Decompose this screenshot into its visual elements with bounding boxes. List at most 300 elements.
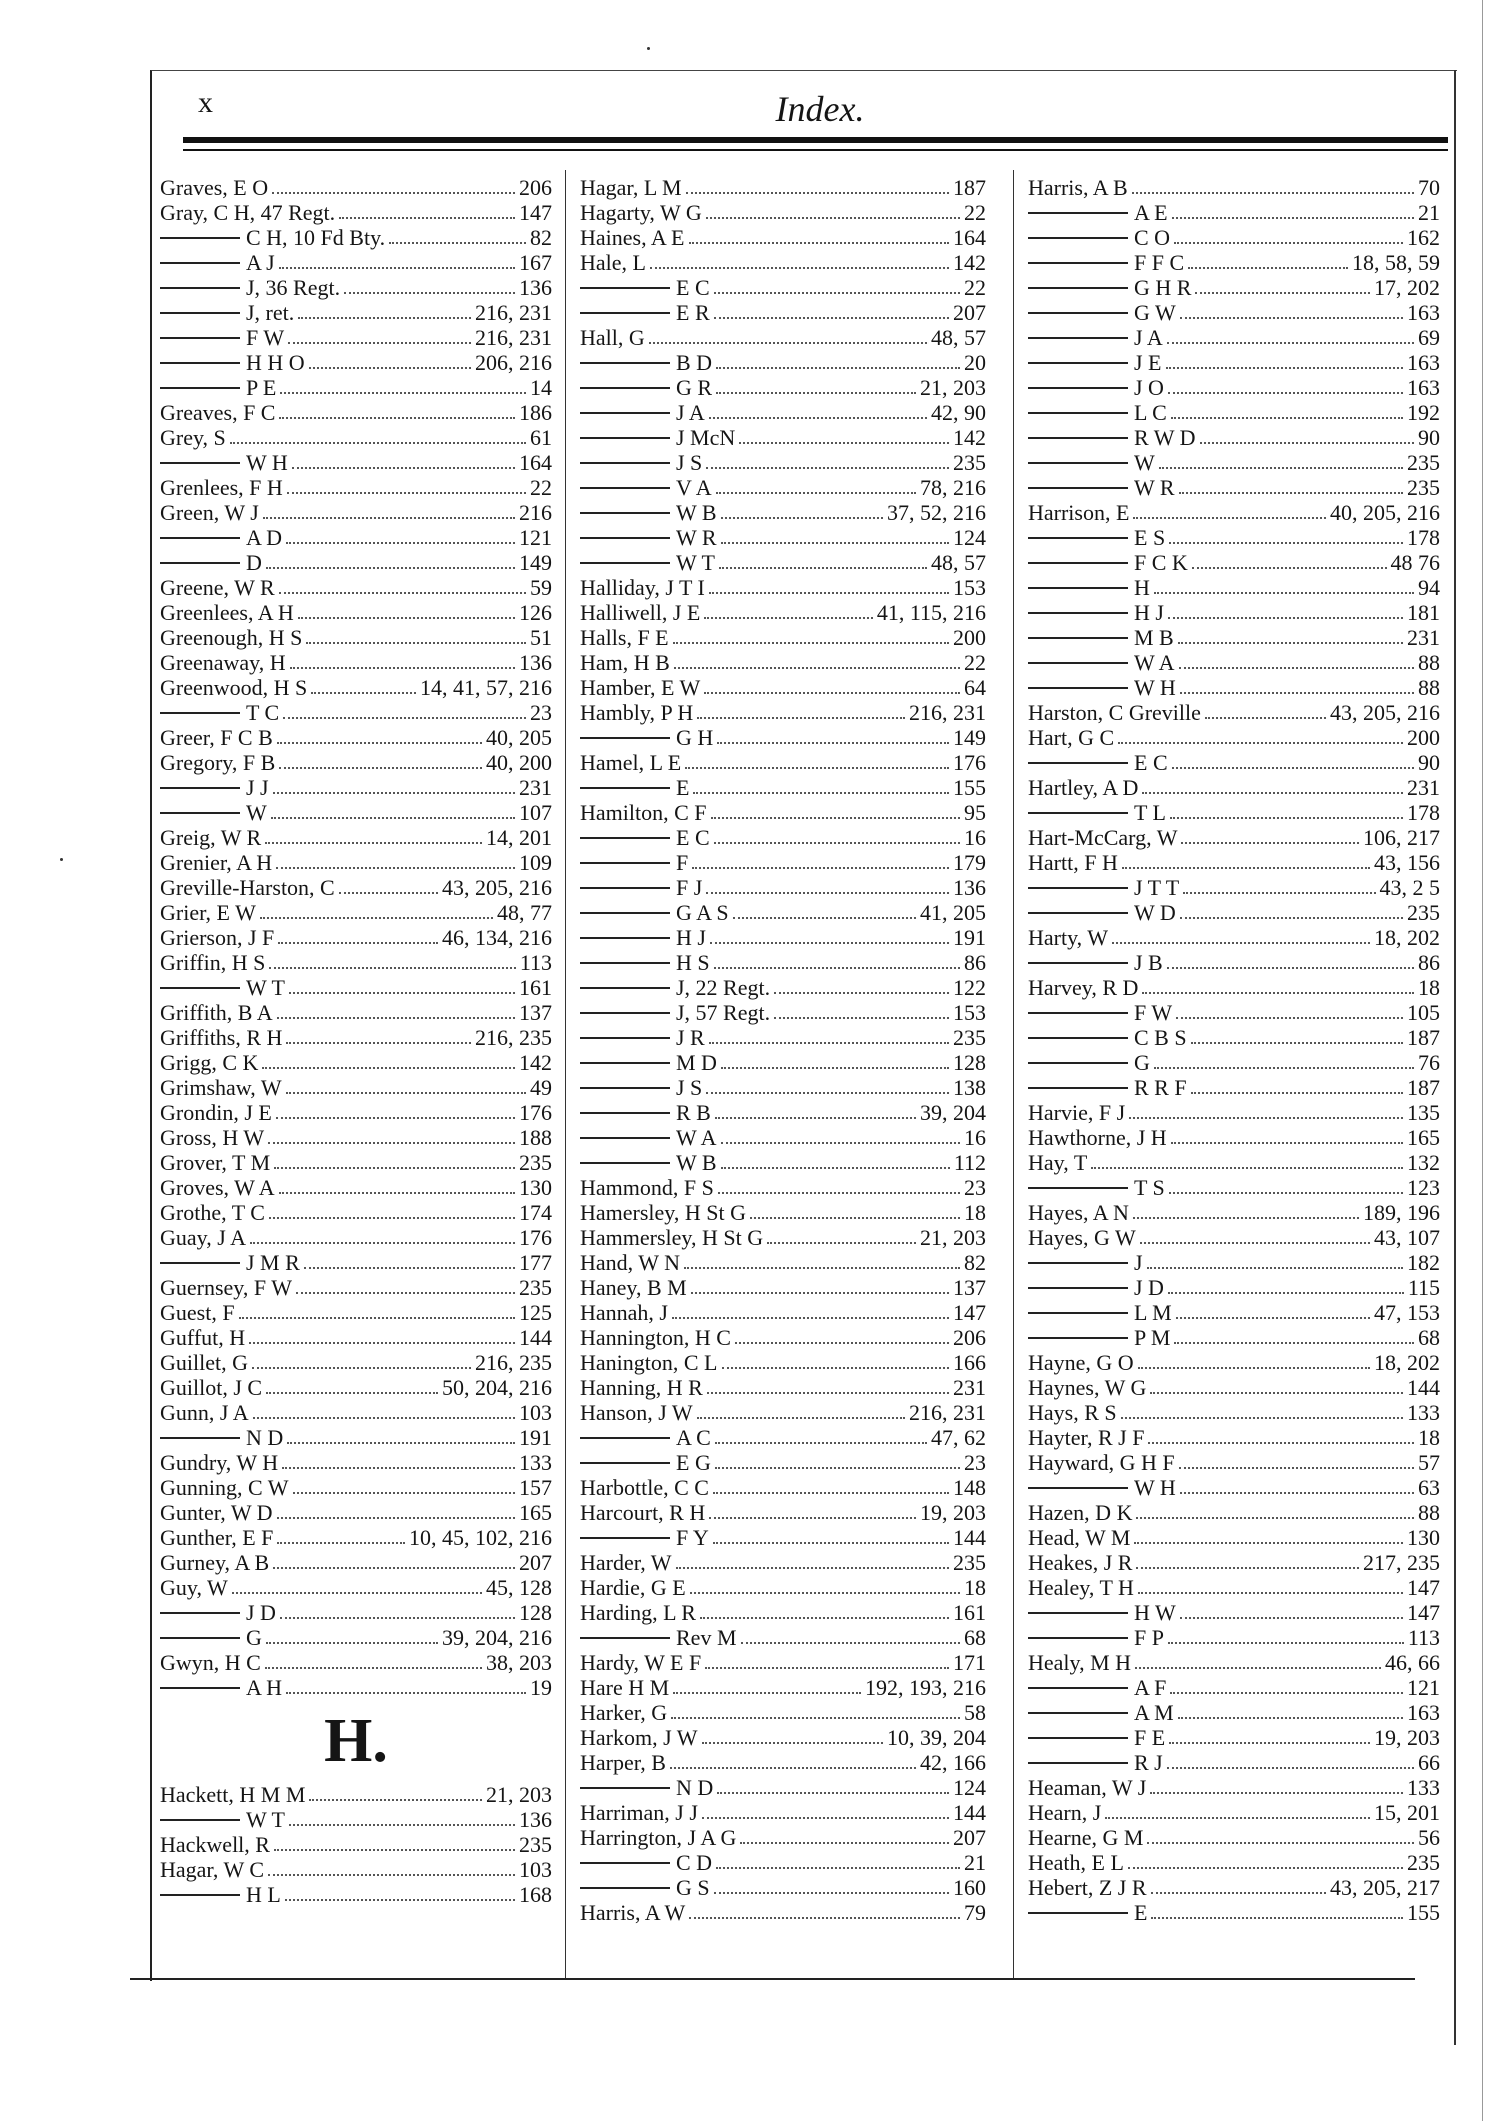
index-entry xyxy=(160,1650,552,1675)
ditto-dash xyxy=(1028,887,1128,889)
entry-pages: 142 xyxy=(953,250,986,275)
entry-pages: 121 xyxy=(519,525,552,550)
index-entry xyxy=(1028,1375,1440,1400)
entry-pages: 124 xyxy=(953,525,986,550)
index-subentry xyxy=(160,800,552,825)
entry-name: Greenlees, A H xyxy=(160,600,294,625)
entry-name: Hambly, P H xyxy=(580,700,694,725)
ditto-dash xyxy=(1028,362,1128,364)
index-entry xyxy=(1028,1500,1440,1525)
dot-leader xyxy=(1105,1817,1370,1819)
entry-pages: 160 xyxy=(953,1875,986,1900)
index-subentry xyxy=(160,1675,552,1700)
dot-leader xyxy=(279,267,515,269)
entry-name: E C xyxy=(676,825,710,850)
entry-name: G H R xyxy=(1134,275,1192,300)
entry-pages: 21, 203 xyxy=(920,1225,986,1250)
entry-name: F P xyxy=(1134,1625,1164,1650)
entry-name: Grey, S xyxy=(160,425,226,450)
ditto-dash xyxy=(580,487,670,489)
entry-name: W T xyxy=(246,1807,285,1832)
index-entry xyxy=(1028,1125,1440,1150)
dot-leader xyxy=(309,367,471,369)
dot-leader xyxy=(1169,1192,1403,1194)
dot-leader xyxy=(1171,1142,1403,1144)
entry-pages: 153 xyxy=(953,575,986,600)
ditto-dash xyxy=(1028,387,1128,389)
entry-pages: 191 xyxy=(953,925,986,950)
index-entry xyxy=(160,750,552,775)
index-entry xyxy=(160,1475,552,1500)
ditto-dash xyxy=(580,1012,670,1014)
entry-name: Hale, L xyxy=(580,250,646,275)
entry-name: Gunther, E F xyxy=(160,1525,274,1550)
entry-name: A D xyxy=(246,525,283,550)
entry-name: J D xyxy=(1134,1275,1164,1300)
index-subentry xyxy=(1028,425,1440,450)
entry-name: A E xyxy=(1134,200,1168,225)
entry-pages: 153 xyxy=(953,1000,986,1025)
index-subentry xyxy=(1028,275,1440,300)
entry-name: W xyxy=(246,800,267,825)
entry-pages: 10, 39, 204 xyxy=(887,1725,986,1750)
entry-pages: 20 xyxy=(964,350,986,375)
ditto-dash xyxy=(160,1819,240,1821)
index-subentry xyxy=(1028,250,1440,275)
dot-leader xyxy=(705,1667,949,1669)
entry-pages: 216, 231 xyxy=(909,1400,986,1425)
index-entry xyxy=(580,1375,986,1400)
entry-name: Hay, T xyxy=(1028,1150,1088,1175)
entry-name: Halliwell, J E xyxy=(580,600,701,625)
index-entry xyxy=(580,1700,986,1725)
entry-pages: 163 xyxy=(1407,350,1440,375)
index-subentry xyxy=(580,1775,986,1800)
ditto-dash xyxy=(1028,1487,1128,1489)
entry-pages: 235 xyxy=(1407,475,1440,500)
scan-edge xyxy=(1482,0,1483,2121)
ditto-dash xyxy=(1028,487,1128,489)
index-subentry xyxy=(580,825,986,850)
ditto-dash xyxy=(160,1687,240,1689)
entry-name: Greene, W R xyxy=(160,575,275,600)
entry-pages: 207 xyxy=(953,300,986,325)
index-entry xyxy=(160,1400,552,1425)
index-entry xyxy=(160,675,552,700)
entry-name: Harty, W xyxy=(1028,925,1109,950)
speck xyxy=(60,858,63,861)
entry-name: Hannington, H C xyxy=(580,1325,731,1350)
dot-leader xyxy=(1167,967,1414,969)
entry-name: Hackett, H M M xyxy=(160,1782,306,1807)
dot-leader xyxy=(311,692,416,694)
index-entry xyxy=(580,225,986,250)
entry-name: J O xyxy=(1134,375,1164,400)
entry-pages: 43, 205, 217 xyxy=(1330,1875,1440,1900)
entry-name: W B xyxy=(676,1150,717,1175)
entry-pages: 88 xyxy=(1418,1500,1440,1525)
entry-pages: 113 xyxy=(1407,1625,1440,1650)
entry-name: G W xyxy=(1134,300,1176,325)
entry-name: E S xyxy=(1134,525,1166,550)
entry-name: W T xyxy=(676,550,715,575)
ditto-dash xyxy=(160,787,240,789)
dot-leader xyxy=(1168,392,1403,394)
entry-pages: 231 xyxy=(1407,625,1440,650)
entry-name: Greer, F C B xyxy=(160,725,273,750)
entry-name: Hagar, L M xyxy=(580,175,682,200)
dot-leader xyxy=(274,1167,515,1169)
dot-leader xyxy=(1138,1592,1403,1594)
ditto-dash xyxy=(1028,587,1128,589)
dot-leader xyxy=(252,1367,471,1369)
entry-pages: 216, 231 xyxy=(475,300,552,325)
dot-leader xyxy=(1128,1867,1403,1869)
dot-leader xyxy=(716,1867,960,1869)
entry-pages: 163 xyxy=(1407,1700,1440,1725)
entry-pages: 207 xyxy=(953,1825,986,1850)
dot-leader xyxy=(1205,717,1326,719)
index-subentry xyxy=(160,450,552,475)
entry-pages: 216, 231 xyxy=(909,700,986,725)
index-entry xyxy=(580,175,986,200)
ditto-dash xyxy=(1028,1012,1128,1014)
entry-pages: 103 xyxy=(519,1400,552,1425)
entry-name: Guy, W xyxy=(160,1575,228,1600)
ditto-dash xyxy=(580,887,670,889)
entry-name: E xyxy=(1134,1900,1148,1925)
index-entry xyxy=(160,1025,552,1050)
entry-pages: 43, 205, 216 xyxy=(442,875,552,900)
ditto-dash xyxy=(580,912,670,914)
entry-pages: 39, 204 xyxy=(920,1100,986,1125)
index-entry xyxy=(160,1550,552,1575)
ditto-dash xyxy=(160,712,240,714)
entry-name: T L xyxy=(1134,800,1166,825)
index-entry xyxy=(160,1200,552,1225)
ditto-dash xyxy=(580,1537,670,1539)
dot-leader xyxy=(1150,1792,1403,1794)
dot-leader xyxy=(279,767,482,769)
entry-pages: 23 xyxy=(530,700,552,725)
ditto-dash xyxy=(1028,1312,1128,1314)
dot-leader xyxy=(277,1017,515,1019)
index-entry xyxy=(1028,1450,1440,1475)
entry-name: R J xyxy=(1134,1750,1163,1775)
ditto-dash xyxy=(1028,287,1128,289)
dot-leader xyxy=(739,442,949,444)
index-column-2 xyxy=(580,175,986,1925)
dot-leader xyxy=(714,842,960,844)
entry-name: Green, W J xyxy=(160,500,259,525)
index-entry xyxy=(160,1100,552,1125)
entry-pages: 147 xyxy=(1407,1575,1440,1600)
entry-pages: 157 xyxy=(519,1475,552,1500)
entry-name: L M xyxy=(1134,1300,1172,1325)
dot-leader xyxy=(715,1117,916,1119)
index-subentry xyxy=(160,775,552,800)
index-subentry xyxy=(1028,450,1440,475)
entry-name: J, 36 Regt. xyxy=(246,275,341,300)
index-subentry xyxy=(160,325,552,350)
entry-name: Hall, G xyxy=(580,325,645,350)
index-subentry xyxy=(580,775,986,800)
entry-name: H W xyxy=(1134,1600,1176,1625)
index-subentry xyxy=(1028,350,1440,375)
index-entry xyxy=(1028,925,1440,950)
index-entry xyxy=(580,1900,986,1925)
index-entry xyxy=(580,1475,986,1500)
dot-leader xyxy=(1172,217,1414,219)
index-entry xyxy=(160,175,552,200)
dot-leader xyxy=(266,567,515,569)
entry-name: Greenough, H S xyxy=(160,625,303,650)
dot-leader xyxy=(306,642,526,644)
entry-name: Hagar, W C xyxy=(160,1857,265,1882)
ditto-dash xyxy=(580,462,670,464)
dot-leader xyxy=(722,1367,950,1369)
entry-name: Hand, W N xyxy=(580,1250,681,1275)
index-subentry xyxy=(580,1625,986,1650)
dot-leader xyxy=(685,767,949,769)
ditto-dash xyxy=(1028,637,1128,639)
entry-name: Hammond, F S xyxy=(580,1175,714,1200)
dot-leader xyxy=(1178,1717,1403,1719)
entry-pages: 128 xyxy=(519,1600,552,1625)
index-subentry xyxy=(160,550,552,575)
index-entry xyxy=(160,1325,552,1350)
ditto-dash xyxy=(1028,462,1128,464)
entry-name: H xyxy=(1134,575,1150,600)
ditto-dash xyxy=(160,987,240,989)
dot-leader xyxy=(706,467,949,469)
dot-leader xyxy=(239,1317,515,1319)
entry-name: Hamersley, H St G xyxy=(580,1200,746,1225)
entry-pages: 78, 216 xyxy=(920,475,986,500)
entry-pages: 82 xyxy=(964,1250,986,1275)
entry-pages: 42, 90 xyxy=(931,400,986,425)
entry-pages: 109 xyxy=(519,850,552,875)
entry-pages: 142 xyxy=(953,425,986,450)
dot-leader xyxy=(1191,1092,1403,1094)
dot-leader xyxy=(280,392,526,394)
entry-pages: 187 xyxy=(953,175,986,200)
dot-leader xyxy=(716,367,960,369)
dot-leader xyxy=(265,1667,482,1669)
entry-pages: 66 xyxy=(1418,1750,1440,1775)
ditto-dash xyxy=(160,1437,240,1439)
index-entry xyxy=(1028,700,1440,725)
entry-name: E R xyxy=(676,300,710,325)
entry-name: Hayes, A N xyxy=(1028,1200,1129,1225)
entry-name: Harding, L R xyxy=(580,1600,696,1625)
entry-pages: 47, 153 xyxy=(1374,1300,1440,1325)
index-subentry xyxy=(580,925,986,950)
dot-leader xyxy=(1171,417,1403,419)
entry-name: P E xyxy=(246,375,277,400)
index-entry xyxy=(580,325,986,350)
index-subentry xyxy=(1028,750,1440,775)
index-entry xyxy=(1028,775,1440,800)
entry-name: N D xyxy=(246,1425,284,1450)
entry-name: G xyxy=(1134,1050,1150,1075)
index-subentry xyxy=(580,875,986,900)
entry-name: Head, W M xyxy=(1028,1525,1131,1550)
entry-name: Haney, B M xyxy=(580,1275,687,1300)
index-entry xyxy=(160,925,552,950)
entry-name: Hayter, R J F xyxy=(1028,1425,1145,1450)
index-entry xyxy=(580,1575,986,1600)
entry-name: Hackwell, R xyxy=(160,1832,270,1857)
ditto-dash xyxy=(1028,1087,1128,1089)
ditto-dash xyxy=(1028,762,1128,764)
index-entry xyxy=(160,1225,552,1250)
index-entry xyxy=(160,475,552,500)
index-subentry xyxy=(1028,675,1440,700)
dot-leader xyxy=(1151,1917,1403,1919)
entry-pages: 48, 77 xyxy=(497,900,552,925)
ditto-dash xyxy=(580,1137,670,1139)
dot-leader xyxy=(292,467,515,469)
dot-leader xyxy=(714,967,960,969)
index-subentry xyxy=(160,700,552,725)
index-entry xyxy=(580,1250,986,1275)
entry-name: J A xyxy=(676,400,705,425)
entry-name: Hare H M xyxy=(580,1675,670,1700)
index-subentry xyxy=(1028,225,1440,250)
entry-name: Greaves, F C xyxy=(160,400,276,425)
entry-pages: 41, 115, 216 xyxy=(876,600,986,625)
ditto-dash xyxy=(580,937,670,939)
entry-name: Ham, H B xyxy=(580,650,670,675)
entry-name: Rev M xyxy=(676,1625,737,1650)
ditto-dash xyxy=(160,1262,240,1264)
index-subentry xyxy=(1028,1725,1440,1750)
entry-name: W A xyxy=(1134,650,1175,675)
entry-name: M B xyxy=(1134,625,1174,650)
dot-leader xyxy=(709,417,927,419)
dot-leader xyxy=(1178,642,1403,644)
ditto-dash xyxy=(1028,812,1128,814)
index-entry xyxy=(160,875,552,900)
entry-name: Hart, G C xyxy=(1028,725,1115,750)
index-entry xyxy=(580,750,986,775)
entry-pages: 18, 202 xyxy=(1374,925,1440,950)
entry-pages: 38, 203 xyxy=(486,1650,552,1675)
entry-pages: 137 xyxy=(953,1275,986,1300)
index-subentry xyxy=(580,1150,986,1175)
index-entry xyxy=(1028,1200,1440,1225)
entry-pages: 94 xyxy=(1418,575,1440,600)
entry-pages: 46, 134, 216 xyxy=(442,925,552,950)
dot-leader xyxy=(309,1799,482,1801)
dot-leader xyxy=(1147,1267,1403,1269)
entry-pages: 235 xyxy=(953,1025,986,1050)
index-entry xyxy=(580,675,986,700)
entry-pages: 235 xyxy=(1407,900,1440,925)
entry-name: Hart-McCarg, W xyxy=(1028,825,1178,850)
entry-pages: 164 xyxy=(953,225,986,250)
dot-leader xyxy=(277,1542,405,1544)
entry-name: Grothe, T C xyxy=(160,1200,265,1225)
index-subentry xyxy=(1028,600,1440,625)
entry-name: J E xyxy=(1134,350,1162,375)
entry-name: Hamilton, C F xyxy=(580,800,707,825)
entry-name: H J xyxy=(676,925,706,950)
dot-leader xyxy=(740,1842,949,1844)
entry-name: J T T xyxy=(1134,875,1180,900)
entry-pages: 10, 45, 102, 216 xyxy=(409,1525,552,1550)
dot-leader xyxy=(1195,292,1370,294)
entry-name: Greig, W R xyxy=(160,825,262,850)
dot-leader xyxy=(716,392,916,394)
entry-pages: 56 xyxy=(1418,1825,1440,1850)
entry-pages: 133 xyxy=(1407,1400,1440,1425)
entry-pages: 133 xyxy=(519,1450,552,1475)
entry-name: Grierson, J F xyxy=(160,925,275,950)
dot-leader xyxy=(269,967,515,969)
index-subentry xyxy=(1028,800,1440,825)
dot-leader xyxy=(1180,917,1403,919)
entry-name: Hearn, J xyxy=(1028,1800,1102,1825)
entry-name: Heaman, W J xyxy=(1028,1775,1147,1800)
entry-pages: 18 xyxy=(1418,1425,1440,1450)
dot-leader xyxy=(265,842,482,844)
ditto-dash xyxy=(580,1637,670,1639)
ditto-dash xyxy=(1028,262,1128,264)
entry-name: R W D xyxy=(1134,425,1196,450)
entry-name: A J xyxy=(246,250,275,275)
index-subentry xyxy=(1028,1025,1440,1050)
ditto-dash xyxy=(580,1462,670,1464)
entry-pages: 128 xyxy=(953,1050,986,1075)
ditto-dash xyxy=(1028,662,1128,664)
entry-name: Harris, A W xyxy=(580,1900,686,1925)
entry-name: F W xyxy=(1134,1000,1173,1025)
index-subentry xyxy=(1028,375,1440,400)
entry-pages: 164 xyxy=(519,450,552,475)
index-subentry xyxy=(580,850,986,875)
index-subentry xyxy=(580,1450,986,1475)
entry-pages: 17, 202 xyxy=(1374,275,1440,300)
entry-name: Greenwood, H S xyxy=(160,675,308,700)
entry-pages: 216, 235 xyxy=(475,1025,552,1050)
index-entry xyxy=(1028,1825,1440,1850)
column-divider-2 xyxy=(1013,170,1014,1978)
entry-pages: 176 xyxy=(953,750,986,775)
entry-name: Hagarty, W G xyxy=(580,200,702,225)
dot-leader xyxy=(289,1824,515,1826)
ditto-dash xyxy=(1028,237,1128,239)
ditto-dash xyxy=(160,387,240,389)
entry-pages: 21, 203 xyxy=(920,375,986,400)
index-entry xyxy=(160,625,552,650)
index-entry xyxy=(160,1500,552,1525)
ditto-dash xyxy=(580,1887,670,1889)
index-entry xyxy=(160,1300,552,1325)
entry-pages: 43, 156 xyxy=(1374,850,1440,875)
entry-name: Hannah, J xyxy=(580,1300,668,1325)
dot-leader xyxy=(1180,317,1403,319)
ditto-dash xyxy=(580,512,670,514)
ditto-dash xyxy=(580,987,670,989)
entry-pages: 235 xyxy=(953,450,986,475)
ditto-dash xyxy=(580,787,670,789)
dot-leader xyxy=(741,1642,961,1644)
index-entry xyxy=(160,1050,552,1075)
ditto-dash xyxy=(1028,1687,1128,1689)
index-entry xyxy=(160,650,552,675)
